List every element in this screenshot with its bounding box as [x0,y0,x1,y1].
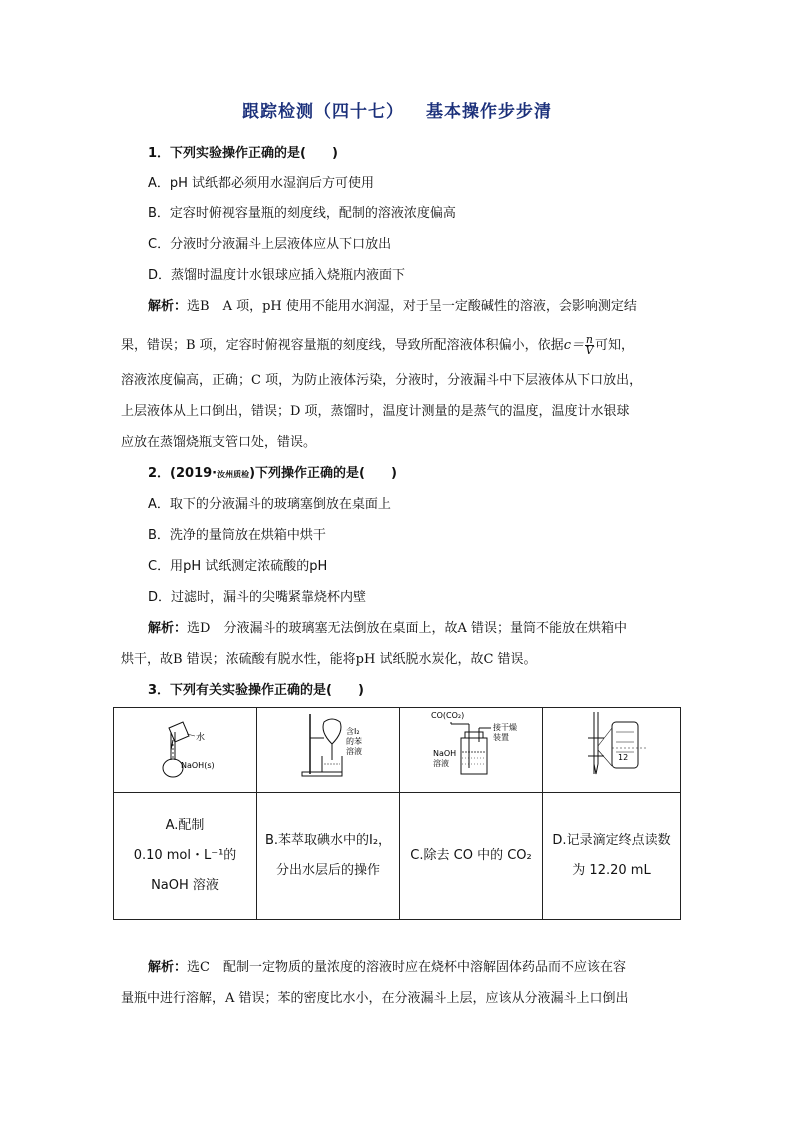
q1-option-c: C．分液时分液漏斗上层液体应从下口放出 [148,237,392,252]
caption-cell-c [400,793,543,920]
separatory-funnel-figure [268,708,388,780]
q3-analysis-label: 解析： [148,960,188,975]
label-b-2: 的苯 [346,737,362,746]
question-3-stem: 3．下列有关实验操作正确的是( ) [148,683,364,698]
q1-analysis-line-2-post: 可知， [594,338,634,353]
q1-analysis-line-1 [148,298,637,316]
q3-analysis-text: 选C 配制一定物质的量浓度的溶液时应在烧杯中溶解固体药品而不应该在容 [187,960,626,975]
q2-option-a: A．取下的分液漏斗的玻璃塞倒放在桌面上 [148,497,391,512]
label-dry-2: 装置 [493,733,509,742]
caption-b-line-1: B.苯萃取碘水中的I₂， [264,833,392,848]
label-b-3: 溶液 [346,747,362,756]
q3-analysis-line-1 [148,959,626,977]
q2-option-c: C．用pH 试纸测定浓硫酸的pH [148,559,328,574]
q2-option-b: B．洗净的量筒放在烘箱中烘干 [148,528,326,543]
caption-b-line-2: 分出水层后的操作 [275,863,380,878]
caption-cell-d [543,793,681,920]
title-main: 跟踪检测（四十七） [242,102,404,122]
q1-analysis-label: 解析： [148,299,188,314]
label-dry-1: 接干燥 [493,723,517,732]
q1-analysis-line-2 [121,335,634,356]
gas-washing-figure [411,708,531,780]
label-naoh-2: 溶液 [433,759,449,768]
question-2-stem [148,465,397,484]
caption-a-line-2: 0.10 mol・L⁻¹的 [133,848,237,863]
caption-d-line-1: D.记录滴定终点读数 [552,833,671,848]
q2-stem-pre: 2．(2019· [148,466,218,481]
caption-c-line-1: C.除去 CO 中的 CO₂ [410,848,532,863]
q2-stem-post: )下列操作正确的是( ) [249,466,397,481]
q1-option-a: A．pH 试纸都必须用水湿润后方可使用 [148,176,375,191]
question-1-stem: 1．下列实验操作正确的是( ) [148,146,338,161]
burette-figure [552,708,672,780]
formula-denominator: V [585,344,594,357]
q3-analysis-line-2: 量瓶中进行溶解，A 错误；苯的密度比水小，在分液漏斗上层，应该从分液漏斗上口倒出 [121,991,629,1006]
caption-cell-a [114,793,257,920]
figure-cell-b [257,708,400,793]
q1-analysis-line-2-pre: 果，错误；B 项，定容时俯视容量瓶的刻度线，导致所配溶液体积偏小，依据 [121,338,564,353]
q2-analysis-line-1 [148,620,627,638]
caption-d-line-2: 为 12.20 mL [572,863,651,878]
formula-numerator: n [585,333,594,346]
q2-source: 汝州质检 [217,470,250,479]
figure-cell-a [114,708,257,793]
q2-option-d: D．过滤时，漏斗的尖嘴紧靠烧杯内壁 [148,590,367,605]
q1-analysis-line-3: 溶液浓度偏高，正确；C 项，为防止液体污染，分液时，分液漏斗中下层液体从下口放出， [121,373,643,388]
q1-analysis-line-5: 应放在蒸馏烧瓶支管口处，错误。 [121,435,317,450]
experiment-table [113,707,681,920]
figure-cell-d [543,708,681,793]
page-title [0,97,794,122]
label-burette-reading: 12 [617,753,628,762]
formula-c: c＝ [563,338,584,353]
caption-cell-b [257,793,400,920]
q2-analysis-text: 选D 分液漏斗的玻璃塞无法倒放在桌面上，故A 错误；量筒不能放在烘箱中 [187,621,627,636]
label-naoh-1: NaOH [433,749,457,758]
figure-cell-c [400,708,543,793]
q2-analysis-line-2: 烘干，故B 错误；浓硫酸有脱水性，能将pH 试纸脱水炭化，故C 错误。 [121,652,537,667]
formula-fraction [585,335,594,356]
title-sub: 基本操作步步清 [426,102,552,122]
caption-a-line-1: A.配制 [165,818,205,833]
q1-option-d: D．蒸馏时温度计水银球应插入烧瓶内液面下 [148,268,406,283]
label-b-1: 含I₂ [346,727,360,736]
caption-a-line-3: NaOH 溶液 [151,878,219,893]
q1-option-b: B．定容时俯视容量瓶的刻度线，配制的溶液浓度偏高 [148,206,456,221]
q1-analysis-text: 选B A 项，pH 使用不能用水润湿，对于呈一定酸碱性的溶液，会影响测定结 [187,299,637,314]
q2-analysis-label: 解析： [148,621,188,636]
label-water: 水 [196,733,206,743]
q1-analysis-line-4: 上层液体从上口倒出，错误；D 项，蒸馏时，温度计测量的是蒸气的温度，温度计水银球 [121,404,630,419]
label-co-gas: CO(CO₂) [431,711,465,720]
volumetric-flask-figure [125,708,245,780]
label-naoh-solid: NaOH(s) [181,761,215,770]
